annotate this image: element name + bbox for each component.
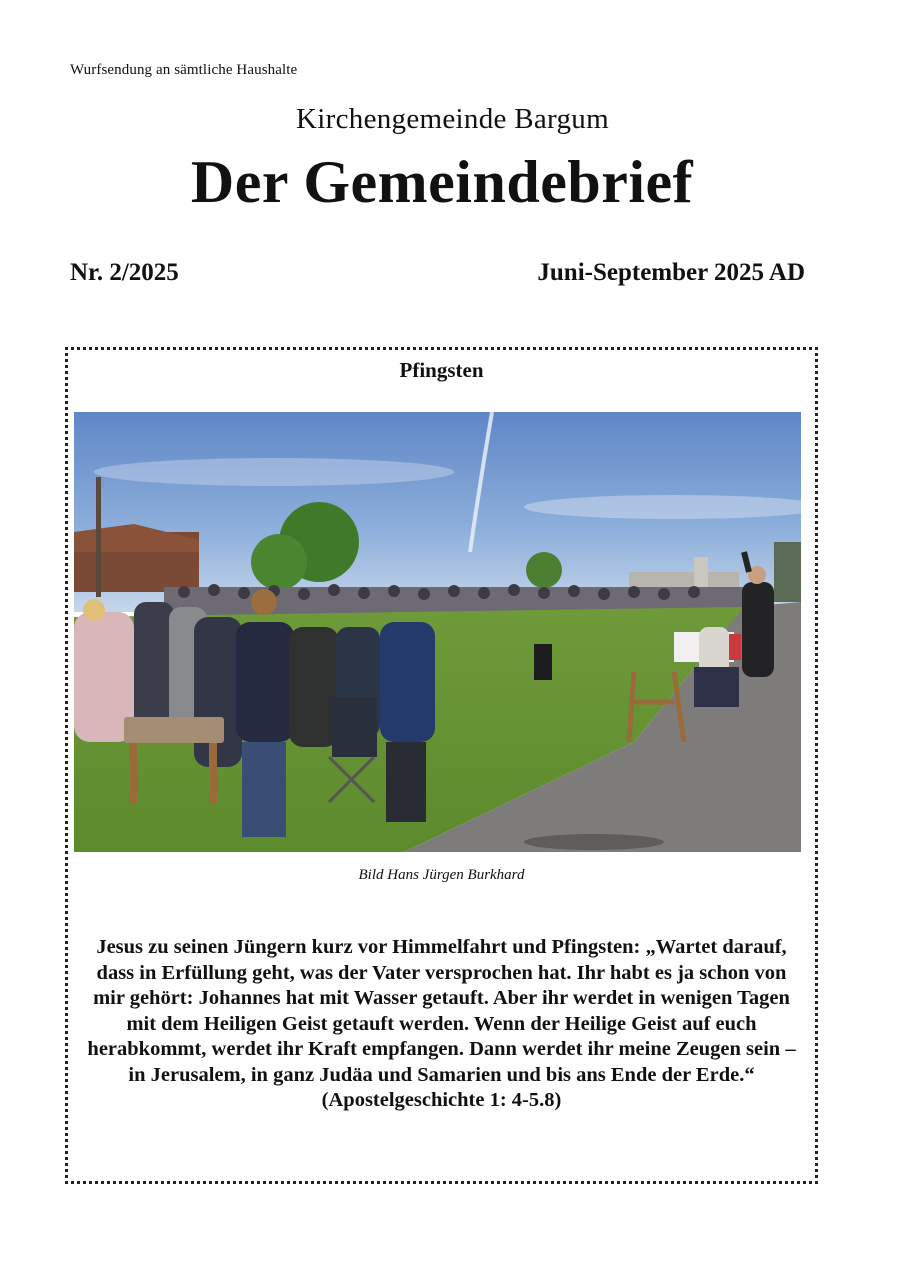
photo-credit: Bild Hans Jürgen Burkhard [358, 867, 525, 883]
delivery-note: Wurfsendung an sämtliche Haushalte [70, 62, 298, 78]
issue-number: Nr. 2/2025 [70, 259, 179, 286]
newsletter-title: Der Gemeindebrief [190, 149, 694, 215]
feature-heading: Pfingsten [399, 358, 484, 382]
feature-box [65, 347, 818, 1184]
parish-name: Kirchengemeinde Bargum [296, 103, 609, 135]
service-photo [74, 412, 801, 852]
service-photo-illustration [74, 412, 801, 852]
scripture-quote: Jesus zu seinen Jüngern kurz vor Himmelfahrt und Pfingsten: „Wartet darauf, dass in Erfüllung geht, was der Vater versprochen hat. Ihr habt es ja schon von mir gehört: Johannes hat mit Wasser getauft. Aber ihr werdet in wenigen Tagen mit dem Heiligen Geist getauft werden. Wenn der Heilige Geist auf euch herabkommt, werdet ihr Kraft empfangen. Dann werdet ihr meine Zeugen sein – in Jerusalem, in ganz Judäa und Samarien und bis ans Ende der Erde.“ (Apostelgeschichte 1: 4-5.8) [87, 936, 796, 1111]
issue-period: Juni-September 2025 AD [537, 259, 805, 286]
